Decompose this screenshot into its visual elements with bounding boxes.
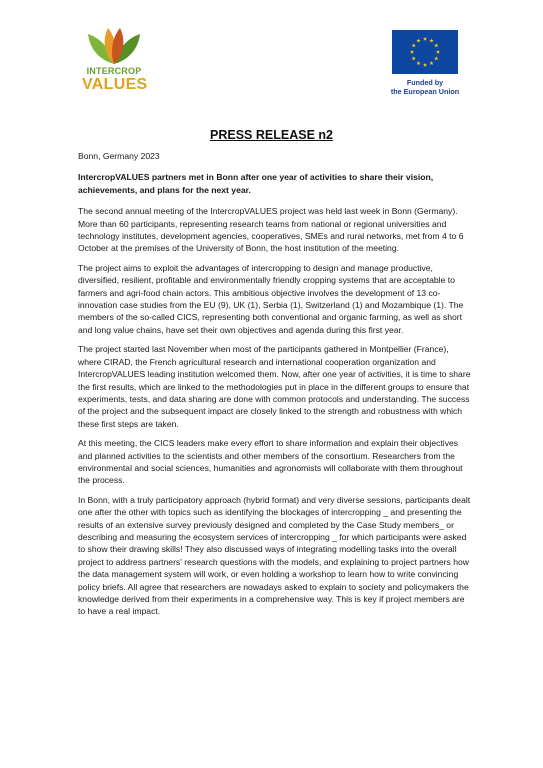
eu-star-icon [416, 39, 420, 43]
eu-star-icon [429, 61, 433, 65]
brand-name-line2: VALUES [82, 76, 148, 93]
eu-star-icon [436, 50, 440, 54]
brand-name-line1: INTERCROP [86, 66, 142, 76]
lead-paragraph: IntercropVALUES partners met in Bonn after one year of activities to share their vision, achievements, and plans for the next year. [78, 172, 434, 195]
funding-line2: the European Union [390, 87, 460, 96]
eu-star-icon [423, 37, 427, 41]
press-release-body [78, 150, 474, 625]
body-paragraph: At this meeting, the CICS leaders make every effort to share information and explain their objectives and planned activities to the scientists and other members of the consortium. Researchers from the environmental and social sciences, humanities and agronomists will collaborate with them throughout the process. [78, 438, 463, 486]
page-title: PRESS RELEASE n2 [210, 128, 333, 142]
eu-star-icon [434, 43, 438, 47]
body-paragraph: The project started last November when most of the participants gathered in Montpellier (France), where CIRAD, the French agricultural research and international cooperation organization and IntercropVALUES leading institution welcomed them. Now, after one year of activities, it is time to share the first results, which are linked to the methodologies put in place in the different groups to ensure that experiments, tests, and data sharing are done with common protocols and understanding. The success of the project and the subsequent impact are closely linked to the strength and robustness with which these first steps are taken. [78, 344, 471, 429]
body-paragraph: In Bonn, with a truly participatory approach (hybrid format) and very diverse sessions, participants dealt one after the other with topics such as identifying the blockages of intercropping _ and presenting the results of an extensive survey previously designed and completed by the Case Study members_ or describing and measuring the ecosystem services of intercropping _ for which participants were asked to show their drawing skills! They also discussed ways of integrating modelling tasks into the overall project to address partners' research questions with the models, and explaining to project partners how the data management system will work, or even holding a workshop to learn how to write convincing policy briefs. All agree that researchers are nowadays asked to explain to society and policymakers the knowledge derived from their experiments in a comprehensive way. This is key if project members are to have a real impact. [78, 494, 471, 617]
eu-star-icon [423, 63, 427, 67]
body-paragraph: The project aims to exploit the advantages of intercropping to design and manage productive, diversified, resilient, profitable and environmentally friendly cropping systems that are acceptable to farmers and agri-food chain actors. This ambitious objective involves the development of 13 co-innovation case studies from the EU (9), UK (1), Serbia (1), Switzerland (1) and Mozambique (1). The members of the so-called CICS, representing both conventional and organic farming, as well as short and long value chains, have set their own objectives and agenda during this first year. [78, 262, 464, 335]
funding-statement [380, 78, 470, 96]
eu-star-icon [416, 61, 420, 65]
eu-star-icon [410, 50, 414, 54]
eu-star-icon [429, 39, 433, 43]
eu-star-icon [434, 56, 438, 60]
eu-flag-icon [392, 30, 458, 74]
eu-star-icon [412, 56, 416, 60]
eu-star-icon [412, 43, 416, 47]
dateline: Bonn, Germany 2023 [78, 151, 160, 161]
body-paragraph: The second annual meeting of the IntercropVALUES project was held last week in Bonn (Germany). More than 60 participants, representing research teams from national or regional universities and technology institutes, development agencies, cooperatives, SMEs and rural networks, met from 4 to 6 October at the premises of the University of Bonn, the host institution of the meeting. [78, 206, 464, 254]
funding-line1: Funded by [406, 78, 444, 87]
